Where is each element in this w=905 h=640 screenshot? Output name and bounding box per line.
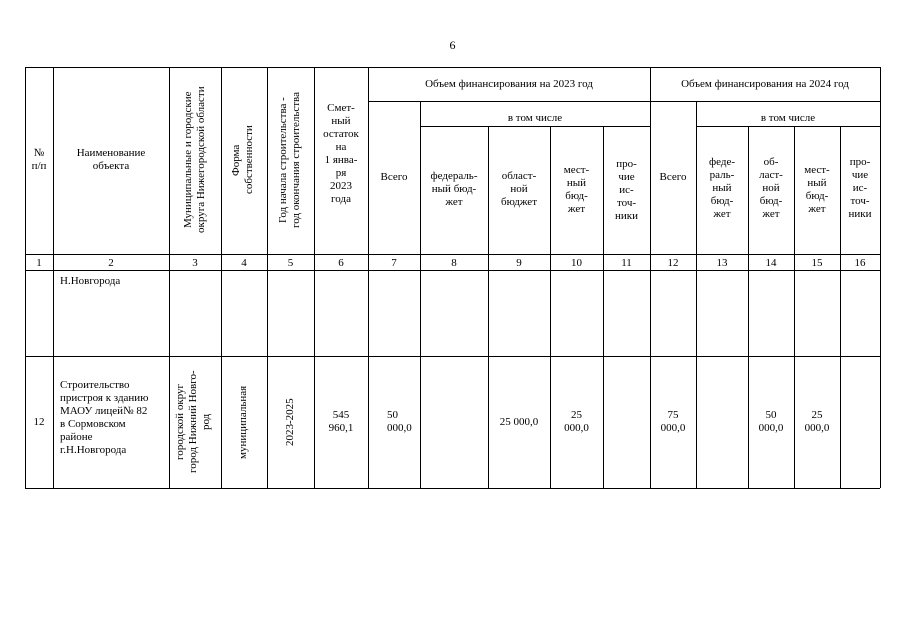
page-number: 6 [449,38,456,52]
col-number-4: 4 [241,257,247,269]
header-total-2024: Всего [659,171,687,183]
row12-estimate: 545 960,1 [328,409,354,434]
row12-years: 2023-2025 [284,398,296,446]
col-number-3: 3 [192,257,198,269]
col-number-10: 10 [571,257,582,269]
row12-name: Строительство пристроя к зданию МАОУ лицей№ 82 в Сормовском районе г.Н.Новгорода [60,379,149,456]
header-including-2023: в том числе [507,112,563,124]
col-number-16: 16 [854,257,866,269]
col-number-6: 6 [338,257,344,269]
header-other-2024: про- чие ис- точ- ники [848,156,872,220]
row12-regional-2023: 25 000,0 [499,416,539,428]
header-fin-2024: Объем финансирования на 2024 год [681,78,849,90]
row12-regional-2024: 50 000,0 [758,409,784,434]
header-federal-2023: федераль- ный бюд- жет [430,170,478,208]
header-fin-2023: Объем финансирования на 2023 год [425,78,593,90]
col-number-5: 5 [287,257,294,269]
row12-local-2023: 25 000,0 [564,409,589,434]
header-other-2023: про- чие ис- точ- ники [614,158,638,222]
header-name: Наименование объекта [76,147,146,172]
header-years: Год начала строительства - год окончания строительства [277,92,302,228]
col-number-15: 15 [811,257,823,269]
col-number-8: 8 [451,257,457,269]
row12-municipal: городской округ город Нижний Новго- род [174,370,212,474]
header-local-2024: мест- ный бюд- жет [804,164,830,215]
header-including-2024: в том числе [760,112,816,124]
col-number-1: 1 [36,257,42,269]
row12-total-2023: 50 000,0 [387,409,412,434]
header-federal-2024: феде- раль- ный бюд- жет [708,156,735,220]
col-number-14: 14 [765,257,777,269]
col-number-11: 11 [621,257,632,269]
row12-local-2024: 25 000,0 [804,409,830,434]
col-number-13: 13 [716,257,728,269]
header-local-2023: мест- ный бюд- жет [563,164,590,215]
header-total-2023: Всего [380,171,408,183]
header-municipal: Муниципальные и городские округа Нижегородской области [182,86,207,234]
col-number-9: 9 [516,257,522,269]
header-regional-2024: об- ласт- ной бюд- жет [759,156,783,220]
col-number-12: 12 [667,257,679,269]
row12-total-2024: 75 000,0 [660,409,686,434]
header-ownership: Форма собственности [230,125,255,195]
row12-num: 12 [33,416,45,428]
continuation-name: Н.Новгорода [60,275,121,287]
header-estimate: Смет- ный остаток на 1 янва- ря 2023 года [323,102,359,205]
row12-ownership: муниципальная [237,385,249,459]
col-number-2: 2 [108,257,114,269]
header-regional-2023: област- ной бюджет [501,170,537,208]
header-num: № п/п [31,147,47,172]
col-number-7: 7 [391,257,397,269]
